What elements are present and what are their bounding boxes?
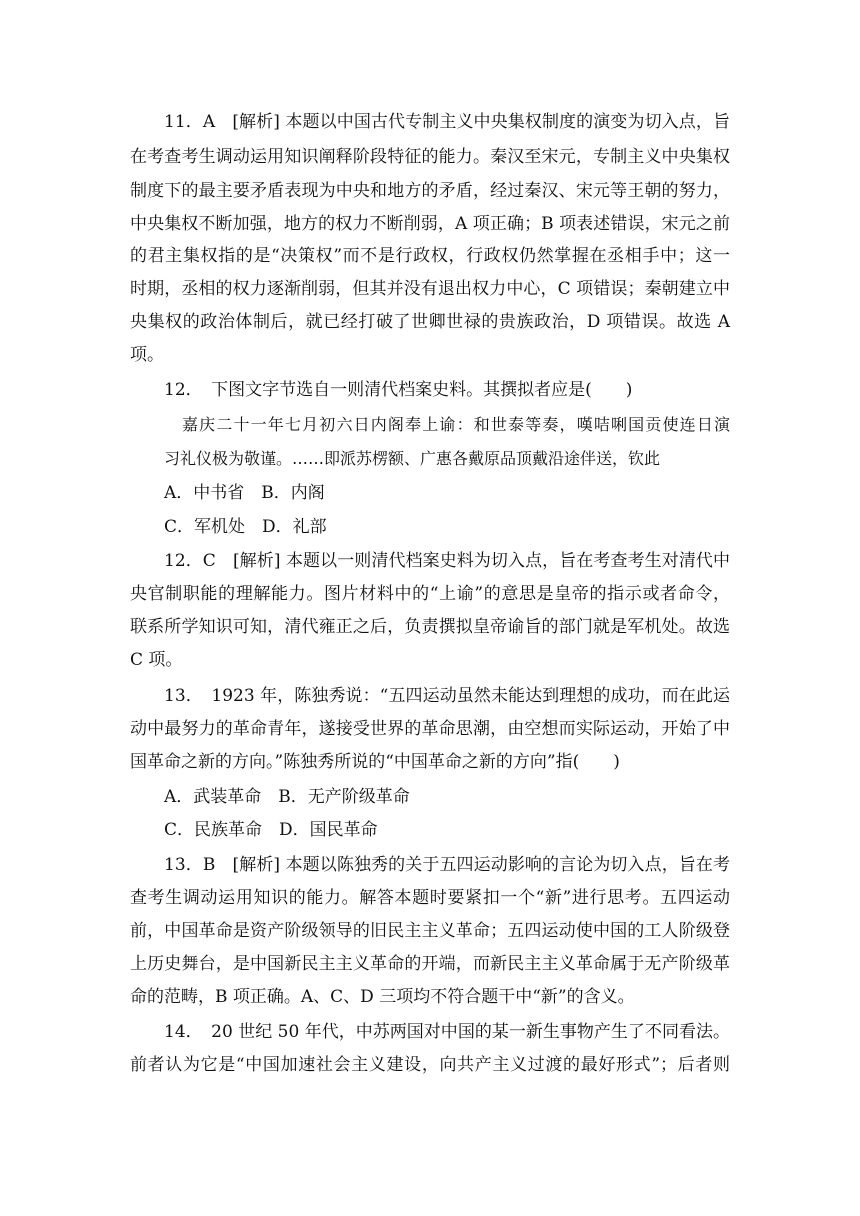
answer-12-line-1: 12．C [解析] 本题以一则清代档案史料为切入点，旨在考查考生对清代中 xyxy=(164,551,730,571)
question-12-options-ab: A．中书省 B．内阁 xyxy=(164,483,325,503)
answer-13-line-3: 前，中国革命是资产阶级领导的旧民主主义革命；五四运动使中国的工人阶级登 xyxy=(130,921,730,941)
question-13-line-1: 13． 1923 年，陈独秀说：“五四运动虽然未能达到理想的成功，而在此运 xyxy=(164,686,730,706)
answer-13-line-4: 上历史舞台，是中国新民主主义革命的开端，而新民主主义革命属于无产阶级革 xyxy=(130,954,730,974)
answer-12-line-2: 央官制职能的理解能力。图片材料中的“上谕”的意思是皇帝的指示或者命令， xyxy=(130,584,730,604)
answer-12-line-3: 联系所学知识可知，清代雍正之后，负责撰拟皇帝谕旨的部门就是军机处。故选 xyxy=(130,617,730,637)
question-13-line-3: 国革命之新的方向。”陈独秀所说的“中国革命之新的方向”指( ) xyxy=(130,752,620,772)
archive-excerpt-line-2: 习礼仪极为敬谨。……即派苏楞额、广惠各戴原品顶戴沿途伴送，钦此 xyxy=(164,449,661,468)
answer-13-line-2: 查考生调动运用知识的能力。解答本题时要紧扣一个“新”进行思考。五四运动 xyxy=(130,888,730,908)
answer-11-line-6: 时期，丞相的权力逐渐削弱，但其并没有退出权力中心，C 项错误；秦朝建立中 xyxy=(130,279,730,299)
question-12-options-cd: C．军机处 D．礼部 xyxy=(164,517,327,537)
question-14-line-1: 14． 20 世纪 50 年代，中苏两国对中国的某一新生事物产生了不同看法。 xyxy=(164,1022,730,1042)
answer-11-line-7: 央集权的政治体制后，就已经打破了世卿世禄的贵族政治，D 项错误。故选 A xyxy=(130,312,730,332)
answer-11-line-1: 11．A [解析] 本题以中国古代专制主义中央集权制度的演变为切入点，旨 xyxy=(164,112,730,132)
question-13-line-2: 动中最努力的革命青年，遂接受世界的革命思潮，由空想而实际运动，开始了中 xyxy=(130,719,730,739)
question-12-stem: 12． 下图文字节选自一则清代档案史料。其撰拟者应是( ) xyxy=(164,380,633,400)
answer-11-line-5: 的君主集权指的是“决策权”而不是行政权，行政权仍然掌握在丞相手中；这一 xyxy=(130,246,730,266)
question-14-line-2: 前者认为它是“中国加速社会主义建设，向共产主义过渡的最好形式”；后者则 xyxy=(130,1055,730,1075)
question-13-options-ab: A．武装革命 B．无产阶级革命 xyxy=(164,787,410,807)
archive-excerpt-line-1: 嘉庆二十一年七月初六日内阁奉上谕：和世泰等奏，嘆咭唎国贡使连日演 xyxy=(182,415,730,434)
answer-11-line-3: 制度下的最主要矛盾表现为中央和地方的矛盾，经过秦汉、宋元等王朝的努力， xyxy=(130,181,730,201)
answer-13-line-5: 命的范畴，B 项正确。A、C、D 三项均不符合题干中“新”的含义。 xyxy=(130,987,635,1007)
answer-12-line-4: C 项。 xyxy=(130,650,183,670)
answer-11-line-2: 在考查考生调动运用知识阐释阶段特征的能力。秦汉至宋元，专制主义中央集权 xyxy=(130,147,730,167)
answer-11-line-4: 中央集权不断加强，地方的权力不断削弱，A 项正确；B 项表述错误，宋元之前 xyxy=(130,214,730,234)
answer-11-line-8: 项。 xyxy=(130,345,164,365)
answer-13-line-1: 13．B [解析] 本题以陈独秀的关于五四运动影响的言论为切入点，旨在考 xyxy=(164,855,730,875)
question-13-options-cd: C．民族革命 D．国民革命 xyxy=(164,820,378,840)
